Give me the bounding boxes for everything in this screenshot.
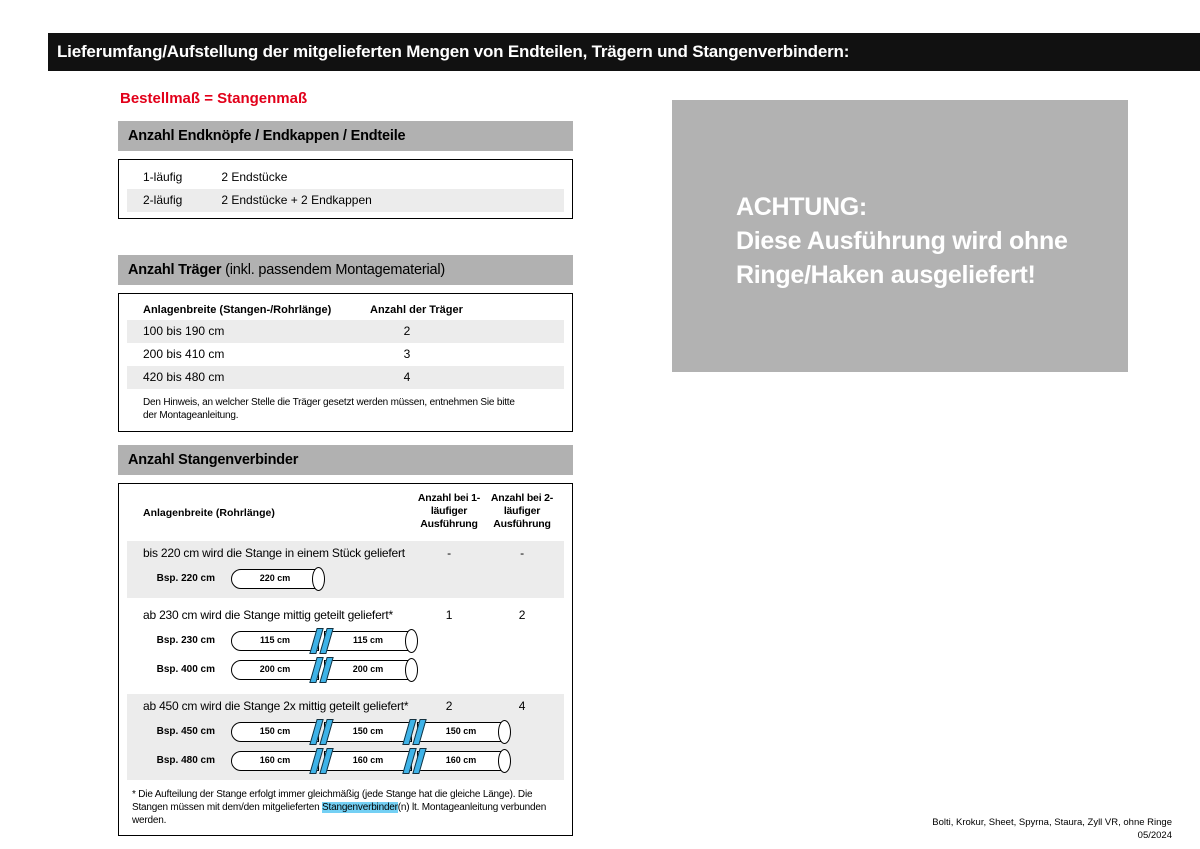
rod-diagram-480 [231, 748, 511, 774]
count-2-laufig: 4 [518, 699, 526, 713]
run-type-value: 2 Endstücke + 2 Endkappen [221, 193, 372, 207]
section-header-traeger [118, 255, 573, 285]
group-heading-row [127, 696, 564, 717]
stangenverbinder-icon [313, 719, 330, 745]
example-label: Bsp. 480 cm [156, 755, 215, 766]
group-heading-row [127, 543, 564, 564]
example-row [127, 655, 564, 684]
count-1-laufig: - [447, 546, 451, 560]
rod-segment: 115 cm [231, 631, 319, 651]
run-type-value: 2 Endstücke [221, 170, 288, 184]
table-header-row [127, 300, 564, 320]
example-row [127, 564, 564, 593]
width-range: 420 bis 480 cm [143, 370, 225, 384]
stangenverbinder-table [118, 483, 573, 836]
table-row [127, 320, 564, 343]
rod-diagram-230 [231, 628, 418, 654]
table-row [127, 189, 564, 212]
rod-endcap-icon [405, 629, 418, 653]
run-type-label: 2-läufig [143, 193, 183, 207]
section-title: Anzahl Endknöpfe / Endkappen / Endteile [128, 128, 406, 144]
rod-segment: 160 cm [417, 751, 505, 771]
attention-line-3: Ringe/Haken ausgeliefert! [736, 261, 1036, 289]
group-heading: ab 230 cm wird die Stange mittig geteilt geliefert* [143, 608, 393, 622]
rod-diagram-400 [231, 657, 418, 683]
group-heading-row [127, 605, 564, 626]
example-label: Bsp. 450 cm [156, 726, 215, 737]
rod-segment: 150 cm [324, 722, 412, 742]
traeger-count: 4 [403, 370, 411, 384]
count-1-laufig: 1 [445, 608, 453, 622]
group-ab-450 [127, 694, 564, 780]
montage-note: Den Hinweis, an welcher Stelle die Träger gesetzt werden müssen, entnehmen Sie bitte der Montageanleitung. [143, 397, 515, 421]
example-row [127, 717, 564, 746]
example-label: Bsp. 400 cm [156, 664, 215, 675]
top-header-bar [48, 33, 1200, 71]
rod-segment: 160 cm [324, 751, 412, 771]
example-row [127, 746, 564, 775]
column-header-1-laufig: Anzahl bei 1-läufiger Ausführung [417, 492, 481, 530]
endteile-table [118, 159, 573, 219]
product-list: Bolti, Krokur, Sheet, Spyrna, Staura, Zyll VR, ohne Ringe [932, 817, 1172, 828]
stangenverbinder-icon [406, 748, 423, 774]
rod-endcap-icon [498, 749, 511, 773]
table-header-row [127, 490, 564, 536]
traeger-table [118, 293, 573, 432]
group-heading: ab 450 cm wird die Stange 2x mittig geteilt geliefert* [143, 699, 409, 713]
rod-segment: 150 cm [417, 722, 505, 742]
group-bis-220 [127, 541, 564, 598]
group-heading: bis 220 cm wird die Stange in einem Stück geliefert [143, 546, 405, 560]
example-label: Bsp. 220 cm [156, 573, 215, 584]
attention-line-2: Diese Ausführung wird ohne [736, 227, 1068, 255]
rod-segment: 200 cm [324, 660, 412, 680]
run-type-label: 1-läufig [143, 170, 183, 184]
stangenverbinder-icon [406, 719, 423, 745]
order-measure-note: Bestellmaß = Stangenmaß [120, 90, 308, 107]
table-row [127, 366, 564, 389]
count-2-laufig: 2 [518, 608, 526, 622]
traeger-count: 3 [403, 347, 411, 361]
document-footer [932, 816, 1172, 842]
group-ab-230 [127, 603, 564, 689]
rod-segment: 115 cm [324, 631, 412, 651]
column-header-width: Anlagenbreite (Stangen-/Rohrlänge) [143, 304, 332, 316]
footnote-text: * Die Aufteilung der Stange erfolgt immer gleichmäßig (jede Stange hat die gleiche Länge). Die Stangen müssen mit dem/den mitgelieferten [132, 789, 533, 813]
attention-text [736, 190, 1068, 292]
column-header-2-laufig: Anzahl bei 2-läufiger Ausführung [490, 492, 554, 530]
width-range: 100 bis 190 cm [143, 324, 225, 338]
count-2-laufig: - [520, 546, 524, 560]
footnote-highlight: Stangenverbinder [322, 802, 398, 813]
rod-endcap-icon [312, 567, 325, 591]
section-title: Anzahl Stangenverbinder [128, 452, 299, 468]
page-title: Lieferumfang/Aufstellung der mitgelieferten Mengen von Endteilen, Trägern und Stangenverbindern: [57, 42, 850, 61]
rod-segment: 150 cm [231, 722, 319, 742]
section-header-stangenverbinder [118, 445, 573, 475]
stangenverbinder-icon [313, 657, 330, 683]
revision-date: 05/2024 [1137, 830, 1172, 841]
attention-panel [672, 100, 1128, 372]
stangenverbinder-icon [313, 748, 330, 774]
rod-diagram-450 [231, 719, 511, 745]
rod-segment: 160 cm [231, 751, 319, 771]
column-header-width: Anlagenbreite (Rohrlänge) [143, 507, 275, 519]
column-header-count: Anzahl der Träger [370, 304, 463, 316]
example-label: Bsp. 230 cm [156, 635, 215, 646]
example-row [127, 626, 564, 655]
count-1-laufig: 2 [445, 699, 453, 713]
section-header-endteile [118, 121, 573, 151]
table-row [127, 343, 564, 366]
section-title: Anzahl Träger [128, 262, 222, 278]
section-title-suffix: (inkl. passendem Montagematerial) [221, 262, 445, 278]
footnote [127, 788, 567, 827]
rod-diagram-220 [231, 567, 325, 591]
footnote-text: (n) lt. Montageanleitung verbunden werden. [132, 802, 547, 826]
stangenverbinder-icon [313, 628, 330, 654]
rod-endcap-icon [405, 658, 418, 682]
table-row [127, 166, 564, 189]
rod-endcap-icon [498, 720, 511, 744]
width-range: 200 bis 410 cm [143, 347, 225, 361]
traeger-count: 2 [403, 324, 411, 338]
attention-line-1: ACHTUNG: [736, 193, 867, 221]
rod-segment: 220 cm [231, 569, 319, 589]
rod-segment: 200 cm [231, 660, 319, 680]
